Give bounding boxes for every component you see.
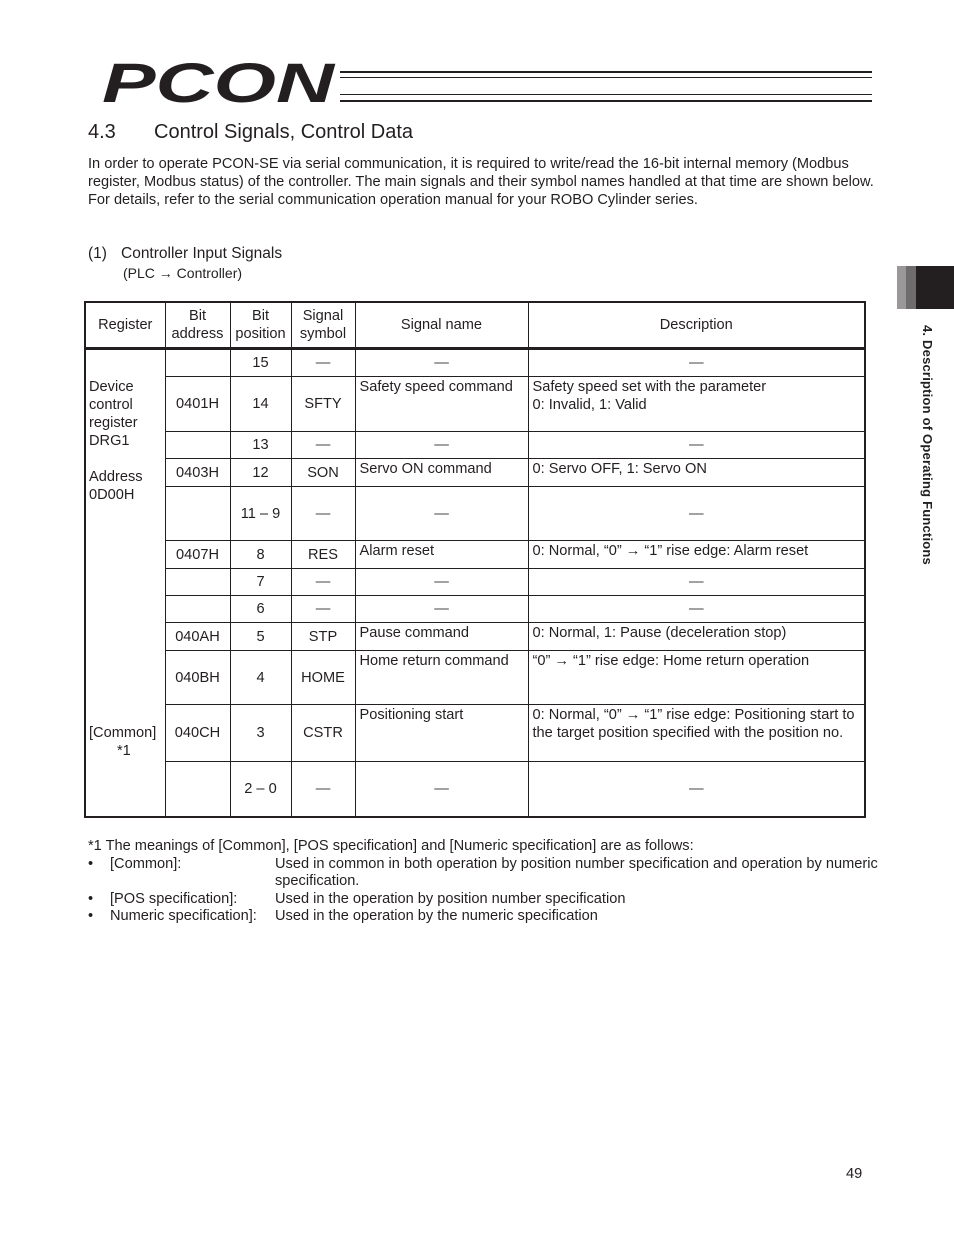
- register-common-label: [Common]: [89, 725, 157, 741]
- register-line: DRG1: [89, 433, 130, 449]
- signal-name-cell: —: [355, 349, 528, 377]
- footnote-definition: Used in the operation by the numeric specification: [275, 908, 598, 924]
- bullet-icon: •: [88, 855, 94, 872]
- signal-symbol-cell: SON: [291, 459, 355, 487]
- description-cell: “0” → “1” rise edge: Home return operation: [528, 651, 865, 705]
- subsection-number: (1): [88, 245, 107, 262]
- footnote-item: [88, 856, 878, 891]
- bit-address-cell: [165, 569, 230, 596]
- description-cell: 0: Normal, 1: Pause (deceleration stop): [528, 623, 865, 651]
- controller-input-signals-table: [84, 301, 866, 818]
- register-line: Address: [89, 469, 143, 485]
- footnote-item: [88, 891, 878, 909]
- bit-address-cell: [165, 432, 230, 459]
- description-cell: 0: Normal, “0” → “1” rise edge: Positioning start to the target position specified with the position no.: [528, 705, 865, 762]
- bit-position-cell: 12: [230, 459, 291, 487]
- pcon-logo: [102, 56, 342, 106]
- signal-name-cell: Safety speed command: [355, 377, 528, 432]
- page-number: 49: [846, 1166, 863, 1182]
- bit-address-cell: [165, 349, 230, 377]
- description-cell: 0: Servo OFF, 1: Servo ON: [528, 459, 865, 487]
- bit-position-cell: 15: [230, 349, 291, 377]
- signal-symbol-cell: —: [291, 762, 355, 817]
- register-line: Device: [89, 379, 134, 395]
- footnote-term: Numeric specification]:: [110, 908, 257, 924]
- bit-address-cell: 040BH: [165, 651, 230, 705]
- signal-symbol-cell: —: [291, 596, 355, 623]
- signal-symbol-cell: SFTY: [291, 377, 355, 432]
- signal-name-cell: —: [355, 569, 528, 596]
- header-register: Register: [85, 302, 165, 349]
- bit-address-cell: [165, 487, 230, 541]
- bit-position-cell: 5: [230, 623, 291, 651]
- table-row: [85, 596, 865, 623]
- bit-address-cell: 0401H: [165, 377, 230, 432]
- table-header-row: [85, 302, 865, 349]
- table-row: [85, 762, 865, 817]
- header-bit-position: Bit position: [230, 302, 291, 349]
- header-rule-2: [340, 77, 872, 78]
- section-number: 4.3: [88, 121, 116, 143]
- intro-paragraph-2: For details, refer to the serial communication operation manual for your ROBO Cylinder series.: [88, 192, 698, 208]
- section-heading: [88, 121, 413, 144]
- signal-symbol-cell: CSTR: [291, 705, 355, 762]
- description-cell: —: [528, 596, 865, 623]
- bit-address-cell: 040CH: [165, 705, 230, 762]
- bit-address-cell: [165, 762, 230, 817]
- signal-name-cell: Positioning start: [355, 705, 528, 762]
- bit-position-cell: 6: [230, 596, 291, 623]
- signal-symbol-cell: —: [291, 349, 355, 377]
- bit-position-cell: 13: [230, 432, 291, 459]
- bit-address-cell: 0403H: [165, 459, 230, 487]
- subsection-heading: [88, 245, 282, 263]
- bit-position-cell: 4: [230, 651, 291, 705]
- footnotes: [88, 838, 878, 926]
- table-row: [85, 349, 865, 377]
- header-signal-name: Signal name: [355, 302, 528, 349]
- register-common-footnote-ref: *1: [117, 743, 131, 759]
- signal-name-cell: Pause command: [355, 623, 528, 651]
- signal-name-cell: —: [355, 487, 528, 541]
- table-row: [85, 705, 865, 762]
- subsection-direction-note: (PLC → Controller): [123, 265, 243, 281]
- signal-symbol-cell: —: [291, 487, 355, 541]
- header-description: Description: [528, 302, 865, 349]
- subsection-title: Controller Input Signals: [121, 245, 283, 262]
- description-cell: —: [528, 762, 865, 817]
- footnote-definition: Used in common in both operation by position number specification and operation by numeric specification.: [275, 855, 878, 889]
- description-cell: Safety speed set with the parameter 0: Invalid, 1: Valid: [528, 377, 865, 432]
- signal-name-cell: Alarm reset: [355, 541, 528, 569]
- description-cell: 0: Normal, “0” → “1” rise edge: Alarm reset: [528, 541, 865, 569]
- chapter-side-label: 4. Description of Operating Functions: [920, 325, 935, 565]
- table-row: [85, 541, 865, 569]
- header-bit-address: Bit address: [165, 302, 230, 349]
- table-row: [85, 432, 865, 459]
- logo-text: PCON: [102, 56, 337, 106]
- register-line: 0D00H: [89, 487, 135, 503]
- description-cell: —: [528, 432, 865, 459]
- signal-symbol-cell: HOME: [291, 651, 355, 705]
- bit-address-cell: 040AH: [165, 623, 230, 651]
- description-cell: —: [528, 569, 865, 596]
- chapter-tab-marker: [897, 266, 954, 309]
- signal-name-cell: —: [355, 596, 528, 623]
- intro-paragraph-1: In order to operate PCON-SE via serial communication, it is required to write/read the 16-bit internal memory (Modbus register, Modbus status) of the controller. The main signals and their symbol names handled at that time are shown below.: [88, 156, 874, 190]
- footnote-term: [Common]:: [110, 855, 182, 872]
- register-line: register: [89, 415, 138, 431]
- table-row: [85, 487, 865, 541]
- bit-address-cell: [165, 596, 230, 623]
- table-row: [85, 459, 865, 487]
- signal-symbol-cell: —: [291, 432, 355, 459]
- bit-position-cell: 14: [230, 377, 291, 432]
- signal-name-cell: —: [355, 762, 528, 817]
- table-row: [85, 623, 865, 651]
- signal-name-cell: Servo ON command: [355, 459, 528, 487]
- signal-name-cell: Home return command: [355, 651, 528, 705]
- table-row: [85, 651, 865, 705]
- bit-position-cell: 8: [230, 541, 291, 569]
- register-cell: [85, 349, 165, 817]
- bit-position-cell: 3: [230, 705, 291, 762]
- footnote-term: [POS specification]:: [110, 890, 238, 907]
- signal-symbol-cell: —: [291, 569, 355, 596]
- bit-position-cell: 7: [230, 569, 291, 596]
- signal-name-cell: —: [355, 432, 528, 459]
- section-title: Control Signals, Control Data: [154, 121, 414, 143]
- footnote-item: [88, 908, 878, 926]
- signal-symbol-cell: STP: [291, 623, 355, 651]
- footnote-heading: *1 The meanings of [Common], [POS specification] and [Numeric specification] are as follows:: [88, 838, 694, 854]
- table-row: [85, 377, 865, 432]
- header-rule-top: [340, 71, 872, 73]
- table-row: [85, 569, 865, 596]
- intro-text: [88, 155, 878, 209]
- description-cell: —: [528, 349, 865, 377]
- header-rule-bottom: [340, 100, 872, 102]
- signal-symbol-cell: RES: [291, 541, 355, 569]
- bullet-icon: •: [88, 890, 94, 907]
- bit-address-cell: 0407H: [165, 541, 230, 569]
- footnote-definition: Used in the operation by position number specification: [275, 890, 626, 907]
- register-line: control: [89, 397, 133, 413]
- description-cell: —: [528, 487, 865, 541]
- bit-position-cell: 11 – 9: [230, 487, 291, 541]
- bit-position-cell: 2 – 0: [230, 762, 291, 817]
- header-signal-symbol: Signal symbol: [291, 302, 355, 349]
- bullet-icon: •: [88, 908, 94, 924]
- header-rule-3: [340, 94, 872, 95]
